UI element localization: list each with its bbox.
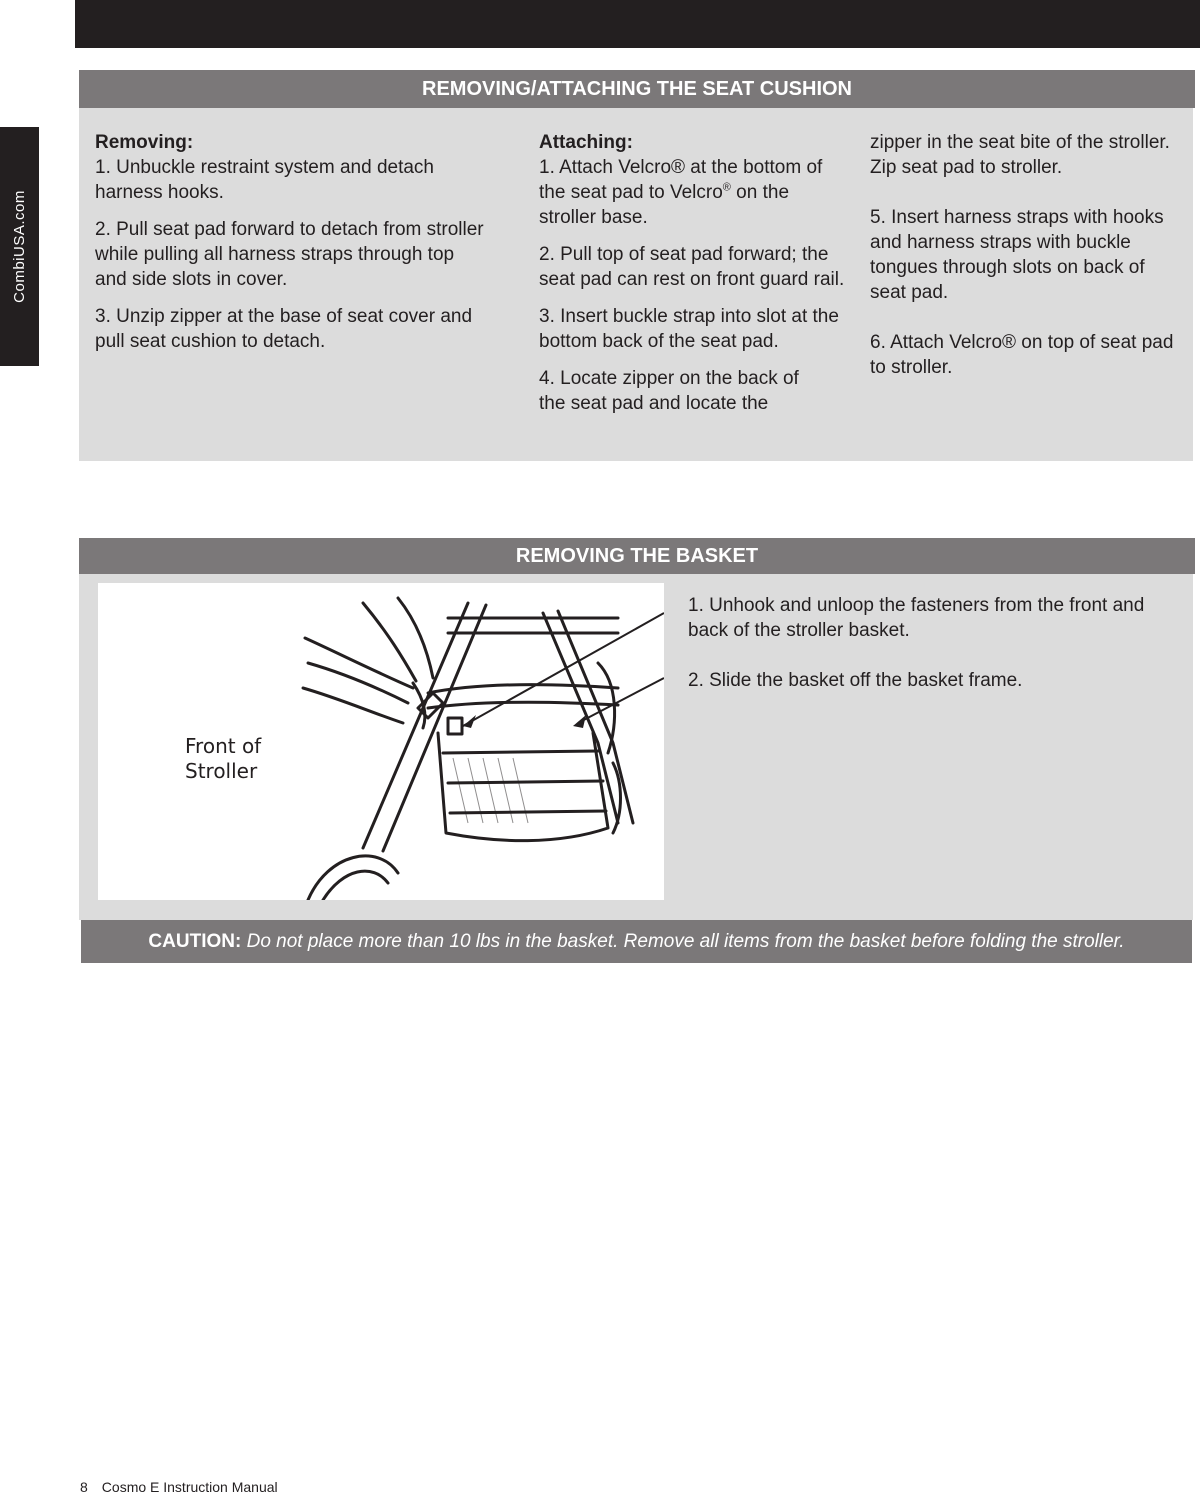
removing-step: 2. Pull seat pad forward to detach from stroller while pulling all harness straps through top and side slots in cover. <box>95 219 484 290</box>
site-label: CombiUSA.com <box>11 190 29 303</box>
caution-bar <box>81 920 1192 963</box>
attaching-step-6: 6. Attach Velcro® on top of seat pad to stroller. <box>870 332 1174 378</box>
removing-heading: Removing: <box>95 132 194 153</box>
stroller-illustration <box>98 583 664 900</box>
section-title-basket: REMOVING THE BASKET <box>79 538 1195 574</box>
top-bar <box>75 0 1200 48</box>
attaching-step-4: 4. Locate zipper on the back of the seat pad and locate the <box>539 368 799 414</box>
attaching-step-1: 1. Attach Velcro® at the bottom of the seat pad to Velcro® on the stroller base. <box>539 157 823 228</box>
caution-label: CAUTION: <box>148 931 242 952</box>
attaching-heading: Attaching: <box>539 132 633 153</box>
image-caption: Front of Stroller <box>185 734 262 783</box>
attaching-step-3: 3. Insert buckle strap into slot at the bottom back of the seat pad. <box>539 306 839 352</box>
basket-steps <box>688 593 1178 705</box>
stroller-drawing <box>98 583 664 900</box>
page-footer <box>80 1479 292 1495</box>
basket-step-1: 1. Unhook and unloop the fasteners from the front and back of the stroller basket. <box>688 595 1145 641</box>
removing-step: 1. Unbuckle restraint system and detach harness hooks. <box>95 157 435 203</box>
caution-text: Do not place more than 10 lbs in the basket. Remove all items from the basket before folding the stroller. <box>246 931 1125 952</box>
attaching-step-5: 5. Insert harness straps with hooks and harness straps with buckle tongues through slots on back of seat pad. <box>870 207 1164 303</box>
page-number: 8 <box>80 1479 88 1495</box>
attaching-column <box>539 130 851 428</box>
manual-title: Cosmo E Instruction Manual <box>101 1479 278 1495</box>
attaching-step-2: 2. Pull top of seat pad forward; the seat pad can rest on front guard rail. <box>539 244 845 290</box>
attaching-column-2 <box>870 130 1180 392</box>
basket-step-2: 2. Slide the basket off the basket frame. <box>688 670 1023 691</box>
section-title-seat-cushion: REMOVING/ATTACHING THE SEAT CUSHION <box>79 70 1195 108</box>
removing-step: 3. Unzip zipper at the base of seat cover and pull seat cushion to detach. <box>95 306 473 352</box>
seat-cushion-panel <box>79 108 1193 461</box>
attaching-step-4-cont: zipper in the seat bite of the stroller. Zip seat pad to stroller. <box>870 132 1170 178</box>
side-tab <box>0 127 39 366</box>
removing-column <box>95 130 485 366</box>
